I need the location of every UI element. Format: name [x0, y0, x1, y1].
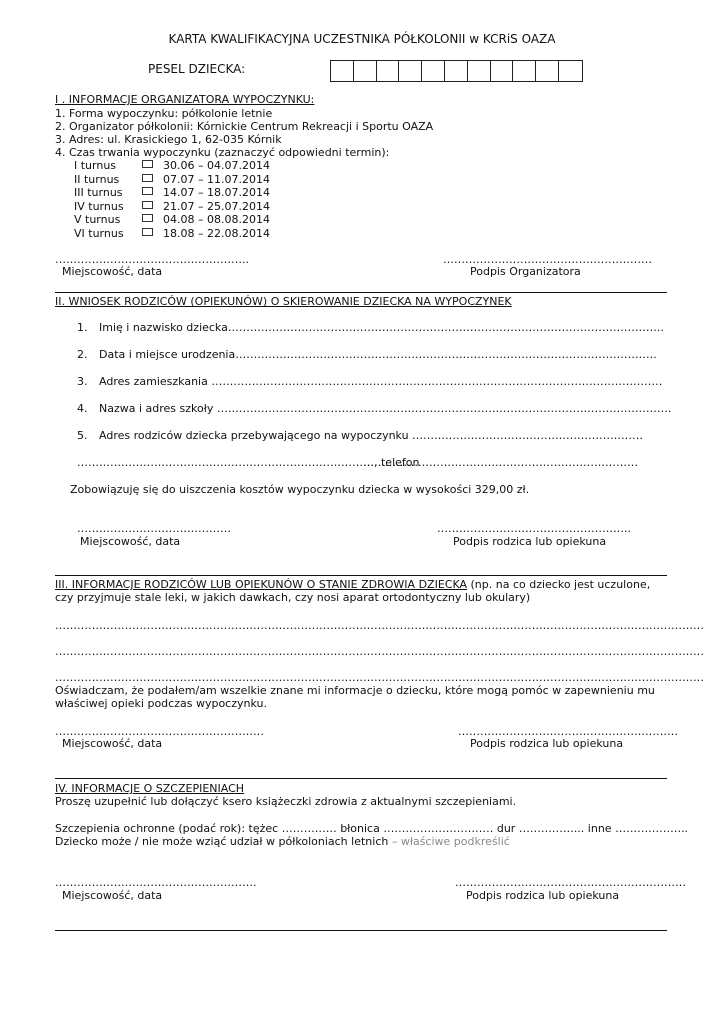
field-home-address[interactable]: Adres zamieszkania …………………………………………………………………………………………………………… — [99, 375, 663, 388]
field-num-4: 4. — [77, 402, 88, 415]
sig3-right-dots: …………………………………………………… — [458, 725, 678, 738]
turnus-checkbox[interactable] — [142, 186, 153, 199]
turnus-dates: 18.08 – 22.08.2014 — [163, 226, 270, 240]
turnus-dates: 14.07 – 18.07.2014 — [163, 186, 270, 199]
pesel-digit-box[interactable] — [445, 61, 468, 81]
pesel-input-boxes[interactable] — [330, 60, 583, 82]
field-phone[interactable]: ………………………………………………………………… — [363, 456, 638, 469]
divider-2 — [55, 575, 667, 576]
field-school[interactable]: Nazwa i adres szkoły ……………………………………………………………………………………………………………. — [99, 402, 672, 415]
pesel-digit-box[interactable] — [354, 61, 377, 81]
pesel-digit-box[interactable] — [468, 61, 491, 81]
field-birth-date-place[interactable]: Data i miejsce urodzenia……………………………………………………………………………………………………. — [99, 348, 657, 361]
pesel-label: PESEL DZIECKA: — [148, 62, 246, 76]
sig4-right-dots: ……………………………………………………… — [455, 876, 686, 889]
section1-item-organizer: 2. Organizator półkolonii: Kórnickie Centrum Rekreacji i Sportu OAZA — [55, 120, 434, 133]
participation-hint: – właściwe podkreślić — [388, 835, 510, 848]
vaccination-fields[interactable]: Szczepienia ochronne (podać rok): tężec …………… błonica ………………………… dur ……………... inne ……………….. — [55, 822, 689, 835]
sig2-left-label: Miejscowość, data — [80, 535, 181, 548]
section1-item-duration: 4. Czas trwania wypoczynku (zaznaczyć odpowiedni termin): — [55, 146, 390, 159]
health-info-line-3[interactable]: …………………………………………………………………………………………………………………………………………………………… — [55, 671, 704, 684]
turnus-name: V turnus — [74, 213, 121, 226]
turnus-dates: 04.08 – 08.08.2014 — [163, 213, 270, 226]
field-num-1: 1. — [77, 321, 88, 334]
turnus-name: II turnus — [74, 172, 120, 186]
section3-heading-line1 — [55, 578, 650, 591]
document-title: KARTA KWALIFIKACYJNA UCZESTNIKA PÓŁKOLONII w KCRiS OAZA — [168, 32, 556, 46]
turnus-checkbox[interactable] — [142, 159, 153, 172]
sig2-right-dots: …………………………………………….. — [437, 522, 631, 535]
pesel-digit-box[interactable] — [513, 61, 536, 81]
divider-3 — [55, 778, 667, 779]
health-info-line-1[interactable]: …………………………………………………………………………………………………………………………………………………………… — [55, 619, 704, 632]
sig1-left-label: Miejscowość, data — [62, 265, 163, 278]
pesel-digit-box[interactable] — [422, 61, 445, 81]
sig2-left-dots: …………………………………… — [77, 522, 231, 535]
field-parents-address[interactable]: Adres rodziców dziecka przebywającego na wypoczynku ……………………………………………………… — [99, 429, 644, 442]
field-num-5: 5. — [77, 429, 88, 442]
turnus-checkbox[interactable] — [142, 173, 153, 186]
pesel-digit-box[interactable] — [491, 61, 514, 81]
participation-line — [55, 835, 510, 848]
turnus-name: I turnus — [74, 159, 117, 172]
field-parents-address-cont[interactable]: ………………………………………………………………………, telefon — [77, 456, 420, 469]
turnus-dates: 21.07 – 25.07.2014 — [163, 199, 270, 213]
sig3-right-label: Podpis rodzica lub opiekuna — [470, 737, 624, 750]
pesel-digit-box[interactable] — [559, 61, 582, 81]
turnus-name: III turnus — [74, 186, 123, 199]
participation-text[interactable]: Dziecko może / nie może wziąć udział w półkoloniach letnich — [55, 835, 389, 848]
turnus-dates: 07.07 – 11.07.2014 — [163, 172, 270, 186]
field-num-2: 2. — [77, 348, 88, 361]
health-info-line-2[interactable]: …………………………………………………………………………………………………………………………………………………………… — [55, 645, 704, 658]
turnus-name: VI turnus — [74, 226, 124, 240]
sig4-right-label: Podpis rodzica lub opiekuna — [466, 889, 620, 902]
section2-heading: II. WNIOSEK RODZICÓW (OPIEKUNÓW) O SKIEROWANIE DZIECKA NA WYPOCZYNEK — [55, 295, 512, 308]
sig3-left-label: Miejscowość, data — [62, 737, 163, 750]
pesel-digit-box[interactable] — [377, 61, 400, 81]
sig1-right-label: Podpis Organizatora — [470, 265, 581, 278]
pesel-digit-box[interactable] — [331, 61, 354, 81]
section3-heading: III. INFORMACJE RODZICÓW LUB OPIEKUNÓW O STANIE ZDROWIA DZIECKA — [55, 578, 467, 591]
section4-heading: IV. INFORMACJE O SZCZEPIENIACH — [55, 782, 245, 795]
turnus-checkbox[interactable] — [142, 200, 153, 213]
sig3-left-dots: ………………………………………………… — [55, 725, 264, 738]
pesel-digit-box[interactable] — [536, 61, 559, 81]
field-num-3: 3. — [77, 375, 88, 388]
sig4-left-label: Miejscowość, data — [62, 889, 163, 902]
section1-item-address: 3. Adres: ul. Krasickiego 1, 62-035 Kórnik — [55, 133, 282, 146]
turnus-dates: 30.06 – 04.07.2014 — [163, 159, 270, 172]
section1-heading: I . INFORMACJE ORGANIZATORA WYPOCZYNKU: — [55, 93, 315, 106]
health-statement-line2: właściwej opieki podczas wypoczynku. — [55, 697, 267, 710]
section3-heading-rest: (np. na co dziecko jest uczulone, — [467, 578, 651, 591]
turnus-checkbox[interactable] — [142, 213, 153, 226]
field-child-name[interactable]: Imię i nazwisko dziecka……………………………………………………………………………………………………….. — [99, 321, 664, 334]
turnus-name: IV turnus — [74, 199, 124, 213]
divider-1 — [55, 292, 667, 293]
sig1-left-dots: …………………………………………….. — [55, 253, 249, 266]
cost-statement: Zobowiązuję się do uiszczenia kosztów wypoczynku dziecka w wysokości 329,00 zł. — [70, 483, 530, 496]
health-statement-line1: Oświadczam, że podałem/am wszelkie znane mi informacje o dziecku, które mogą pomóc w zapewnieniu mu — [55, 684, 655, 697]
sig1-right-dots: ………………………………………………… — [443, 253, 652, 266]
section3-heading-line2: czy przyjmuje stale leki, w jakich dawkach, czy nosi aparat ortodontyczny lub okulary) — [55, 591, 531, 604]
section1-item-form: 1. Forma wypoczynku: półkolonie letnie — [55, 107, 273, 120]
sig4-left-dots: ………………………………………………. — [55, 876, 257, 889]
turnus-checkbox[interactable] — [142, 227, 153, 240]
vaccination-instruction: Proszę uzupełnić lub dołączyć ksero książeczki zdrowia z aktualnymi szczepieniami. — [55, 795, 517, 808]
sig2-right-label: Podpis rodzica lub opiekuna — [453, 535, 607, 548]
divider-4 — [55, 930, 667, 931]
pesel-digit-box[interactable] — [399, 61, 422, 81]
